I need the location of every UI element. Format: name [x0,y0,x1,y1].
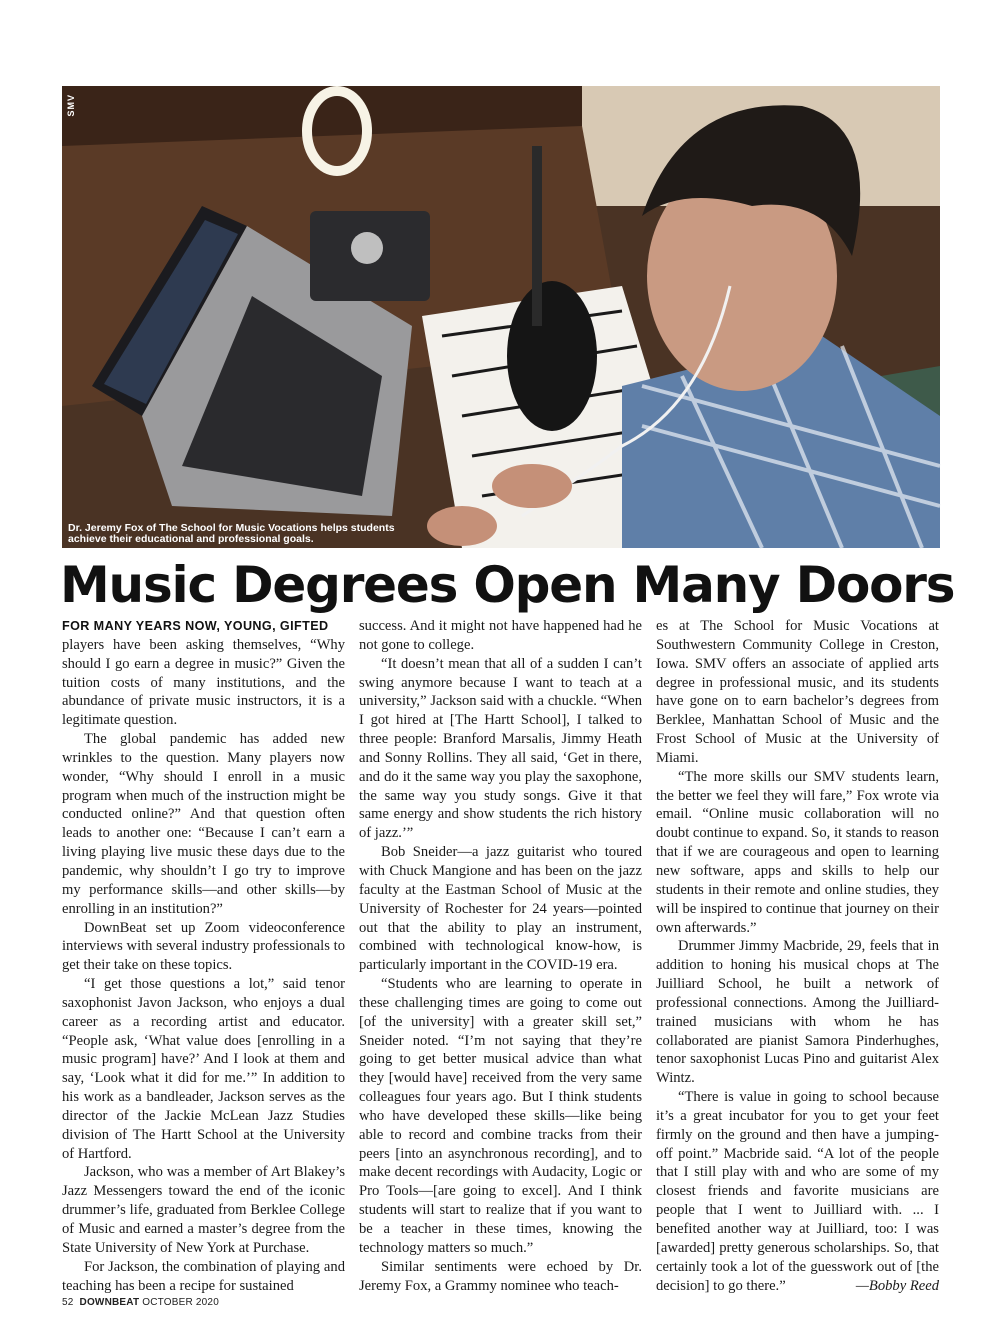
byline: —Bobby Reed [855,1277,939,1294]
paragraph: Bob Sneider—a jazz guitarist who toured with Chuck Mangione and has been on the jazz faculty at the Eastman School of Music at the University of Rochester for 24 years—pointed out that the ability to play an instrument, combined with technological know-how, is particularly important in the COVID-19 era. [359,844,642,974]
article-body [62,617,940,1294]
paragraph: “The more skills our SMV students learn, the better we feel they will fare,” Fox wrote via email. “Online music collaboration will no doubt continue to expand. So, it stands to reason that if we are courageous and open to learning new software, apps and skills to help our students in their remote and online studies, they will be inspired to continue that journey on their own afterwards.” [656,768,939,936]
page-number: 52 [62,1297,74,1308]
lead-in-caps: FOR MANY YEARS NOW, YOUNG, GIFTED [62,619,329,633]
paragraph: Jackson, who was a member of Art Blakey’s Jazz Messengers toward the end of the iconic drummer’s life, graduated from Berklee College of Music and earned a master’s degree from the State University of New York at Purchase. [62,1164,345,1256]
article-photo [62,86,940,548]
paragraph: es at The School for Music Vocations at Southwestern Community College in Creston, Iowa. SMV offers an associate of applied arts degree in professional music, and its students have gone on to earn bachelor’s degrees from Berklee, Manhattan School of Music and the Frost School of Music at the University of Miami. [656,618,939,766]
paragraph: success. And it might not have happened had he not gone to college. [359,618,642,653]
paragraph: “There is value in going to school because it’s a great incubator for you to get your feet firmly on the ground and then have a jumping-off point.” Macbride said. “A lot of the people that I still play with and who are some of my closest friends and favorite musicians are people that I went to Juilliard with. ... I benefited another way at Juilliard, too: I was [awarded] pretty generous scholarships. So, that certainly took a lot of the guesswork out of [the decision] to go there.” [656,1089,939,1294]
article-column-2 [359,617,642,1294]
photo-credit: SMV [66,94,76,117]
article-column-1 [62,617,345,1294]
paragraph: “Students who are learning to operate in these challenging times are going to come out [of the university] with a greater skill set,” Sneider noted. “I’m not saying that they’re going to get better musical advice than what they [would have] received from the very same colleagues four years ago. But I think students who have developed these skills—like being able to record and combine tracks from their peers [into an asynchronous recording], and to make decent recordings with Audacity, Logic or Pro Tools—[are going to excel]. And I think students will start to realize that if you want to be a teacher in these times, knowing the technology matters so much.” [359,976,642,1256]
article-column-3 [656,617,939,1294]
paragraph-text: players have been asking themselves, “Why should I go earn a degree in music?” Given the tuition costs of many institutions, and the abundance of private music instructors, it is a legitimate question. [62,636,345,729]
paragraph: The global pandemic has added new wrinkles to the question. Many players now wonder, “Why should I enroll in a music program when much of the instruction might be conducted online?” And that question often leads to another one: “Because I can’t earn a living playing live music these days due to the pandemic, why shouldn’t I go try to improve my performance skills—and other skills—by enrolling in an institution?” [62,731,345,917]
photo-caption: Dr. Jeremy Fox of The School for Music Vocations helps students achieve their educational and professional goals. [68,522,395,545]
article-headline: Music Degrees Open Many Doors [60,556,955,614]
publication-name: DOWNBEAT [79,1297,140,1308]
page-footer [62,1297,219,1308]
paragraph: Drummer Jimmy Macbride, 29, feels that in addition to honing his musical chops at The Juilliard School, he built a network of professional connections. Among the Juilliard-trained musicians with whom he has collaborated are pianist Samora Pinderhughes, tenor saxophonist Lucas Pino and guitarist Alex Wintz. [656,938,939,1087]
paragraph: For Jackson, the combination of playing and teaching has been a recipe for sustained [62,1258,345,1294]
paragraph: Similar sentiments were echoed by Dr. Jeremy Fox, a Grammy nominee who teach- [359,1258,642,1294]
paragraph [62,617,345,730]
paragraph: “I get those questions a lot,” said tenor saxophonist Javon Jackson, who enjoys a dual career as a recording artist and educator. “People ask, ‘What value does [enrolling in a music program] have?’ And I look at them and say, ‘Look what it did for me.’” In addition to his work as a bandleader, Jackson serves as the director of the Jackie McLean Jazz Studies division of The Hartt School at the University of Hartford. [62,976,345,1162]
paragraph: “It doesn’t mean that all of a sudden I can’t swing anymore because I want to teach at a university,” Jackson said with a chuckle. “When I got hired at [The Hartt School], I talked to three people: Branford Marsalis, Jimmy Heath and Sonny Rollins. They all said, ‘Get in there, and do it the same way you play the saxophone, the same way you study songs. Give it that same energy and show students the rich history of jazz.’” [359,655,642,842]
photo-illustration [62,86,940,548]
paragraph: DownBeat set up Zoom videoconference interviews with several industry professionals to get their take on these topics. [62,919,345,974]
issue-date: OCTOBER 2020 [142,1297,219,1308]
